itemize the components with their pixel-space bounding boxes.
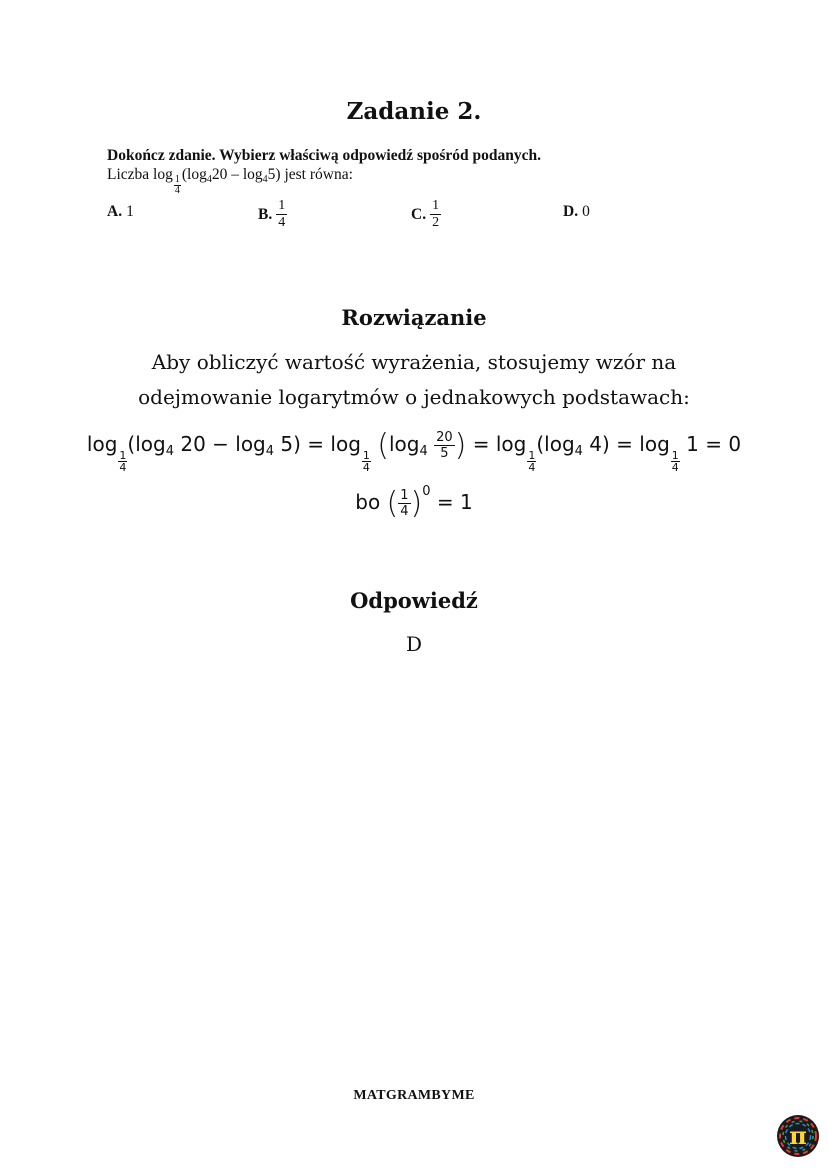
solution-line-1: Aby obliczyć wartość wyrażenia, stosujemy wzór na	[151, 350, 677, 374]
option-c[interactable]: C. $\frac{1}{2}$	[411, 198, 440, 230]
solution-line-2: odejmowanie logarytmów o jednakowych podstawach:	[138, 385, 690, 409]
bo-word: bo	[355, 490, 381, 514]
page-title: Zadanie 2.	[346, 98, 482, 125]
answer-heading: Odpowiedź	[350, 588, 478, 613]
option-b-fraction: $\frac{1}{4}$	[278, 198, 286, 230]
svg-text:π: π	[789, 1121, 807, 1150]
task-suffix: jest równa:	[284, 166, 353, 183]
task-formula: log $\frac{1}{4}$ $(\log_420 - \log_45)$	[153, 166, 281, 196]
solution-justification: bo ( $\frac{1}{4}$ )$^0$ = 1	[355, 484, 473, 521]
task-prefix: Liczba	[107, 166, 150, 183]
pi-icon	[776, 1114, 820, 1158]
solution-heading: Rozwiązanie	[341, 305, 487, 330]
option-c-fraction: $\frac{1}{2}$	[432, 198, 440, 230]
task-instruction: Dokończ zdanie. Wybierz właściwą odpowiedź spośród podanych.	[107, 147, 542, 164]
option-d[interactable]: D. 0	[563, 203, 590, 220]
solution-equation: log $\frac{1}{4}$ ($\log_4$ $20 - \log_4 5) = \log$ $\frac{1}{4}$ ($\log_4$ $\frac{20}{5}$ ) = log $\frac{1}{4}$ ($\log_4$ 4) = log $\frac{1}{4}$ 1 = 0	[86, 428, 742, 474]
option-b[interactable]: B. $\frac{1}{4}$	[258, 198, 286, 230]
footer-brand: MATGRAMBYME	[353, 1088, 475, 1103]
task-expression	[107, 165, 747, 196]
task-block	[107, 146, 747, 196]
answer-value: D	[405, 632, 423, 656]
option-a[interactable]: A. 1	[107, 203, 134, 220]
